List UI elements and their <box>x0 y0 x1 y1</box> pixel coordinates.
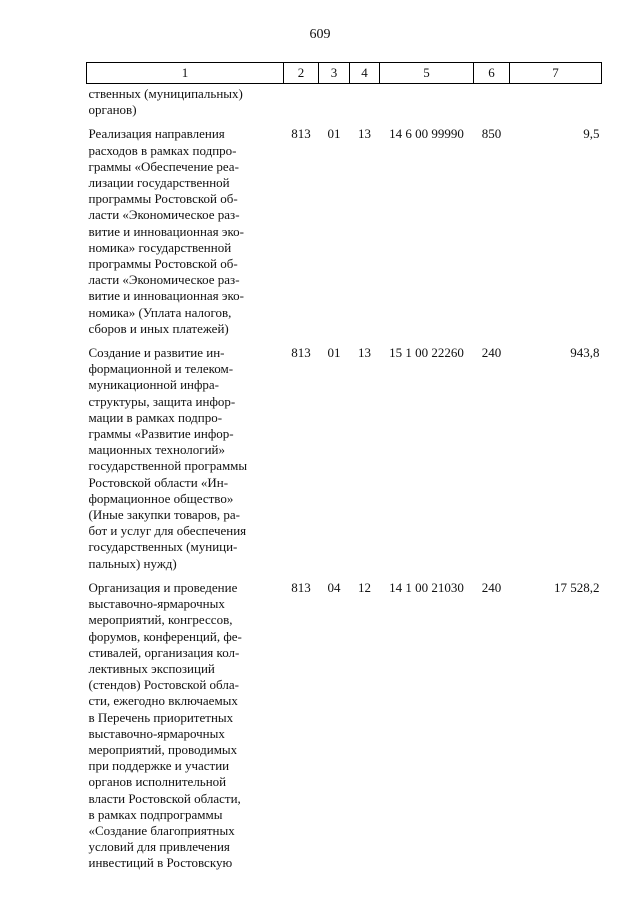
ministry-code: 813 <box>291 345 311 361</box>
description-line: мации в рамках подпро- <box>88 409 223 425</box>
header-col-4: 4 <box>350 63 380 84</box>
expense-type-code: 240 <box>481 345 502 361</box>
row-description <box>87 126 284 345</box>
table-row <box>87 126 602 345</box>
description-line: Реализация направления <box>88 126 225 142</box>
header-col-7: 7 <box>510 63 602 84</box>
amount: 9,5 <box>583 126 600 142</box>
header-col-1: 1 <box>87 63 284 84</box>
description-line: витие и инновационная эко- <box>88 288 244 304</box>
header-col-2: 2 <box>284 63 319 84</box>
description-line: граммы «Развитие инфор- <box>88 426 234 442</box>
table-row <box>87 84 602 127</box>
description-line: государственной программы <box>88 458 248 474</box>
description-line: ственных (муниципальных) <box>88 86 243 101</box>
description-line: ласти «Экономическое раз- <box>88 272 240 288</box>
description-line: мероприятий, проводимых <box>88 741 238 757</box>
description-line: граммы «Обеспечение реа- <box>88 158 239 174</box>
expense-type-code: 850 <box>481 126 502 142</box>
description-line: органов исполнительной <box>88 774 227 790</box>
ministry-code: 813 <box>291 579 311 595</box>
subsection-code: 13 <box>358 345 371 361</box>
description-line: форумов, конференций, фе- <box>88 628 242 644</box>
description-line: муникационной инфра- <box>88 377 220 393</box>
section-code: 04 <box>327 579 341 595</box>
description-line: номика» (Уплата налогов, <box>88 304 232 320</box>
description-line: номика» государственной <box>88 239 232 255</box>
header-col-3: 3 <box>319 63 350 84</box>
description-line: выставочно-ярмарочных <box>88 725 225 741</box>
description-line: лизации государственной <box>88 175 230 191</box>
description-line: сти, ежегодно включаемых <box>88 693 238 709</box>
description-line: (Иные закупки товаров, ра- <box>88 507 240 523</box>
target-article-code <box>380 84 474 127</box>
description-line: «Создание благоприятных <box>88 822 235 838</box>
description-line: мационных технологий» <box>88 442 226 458</box>
section-code: 01 <box>327 345 341 361</box>
description-line: (стендов) Ростовской обла- <box>88 677 239 693</box>
table-row <box>87 345 602 580</box>
row-description <box>87 580 284 880</box>
subsection-code: 12 <box>358 579 371 595</box>
description-line: мероприятий, конгрессов, <box>88 612 233 628</box>
header-col-5: 5 <box>380 63 474 84</box>
row-description <box>87 84 284 127</box>
description-line: структуры, защита инфор- <box>88 393 236 409</box>
description-line: Ростовской области «Ин- <box>88 474 229 490</box>
description-line: власти Ростовской области, <box>88 790 241 806</box>
subsection-code <box>350 84 380 127</box>
amount: 17 528,2 <box>554 579 600 595</box>
description-line: расходов в рамках подпро- <box>88 142 237 158</box>
description-line: сборов и иных платежей) <box>88 320 229 336</box>
description-line: стивалей, организация кол- <box>88 644 240 660</box>
description-line: Организация и проведение <box>88 579 238 595</box>
table-row <box>87 580 602 880</box>
description-line: государственных (муници- <box>88 539 238 555</box>
description-line: ласти «Экономическое раз- <box>88 207 240 223</box>
budget-table <box>86 62 602 880</box>
target-article-code: 14 6 00 99990 <box>389 126 464 142</box>
expense-type-code <box>474 84 510 127</box>
description-line: выставочно-ярмарочных <box>88 596 225 612</box>
description-line: пальных) нужд) <box>88 555 177 571</box>
description-line: в Перечень приоритетных <box>88 709 234 725</box>
header-col-6: 6 <box>474 63 510 84</box>
description-line: программы Ростовской об- <box>88 191 238 207</box>
description-line: лективных экспозиций <box>88 660 215 676</box>
description-line: инвестиций в Ростовскую <box>88 855 233 871</box>
amount: 943,8 <box>570 345 600 361</box>
ministry-code: 813 <box>291 126 311 142</box>
section-code: 01 <box>327 126 341 142</box>
ministry-code <box>284 84 319 127</box>
section-code <box>319 84 350 127</box>
page-number: 609 <box>309 27 331 42</box>
target-article-code: 14 1 00 21030 <box>389 579 464 595</box>
expense-type-code: 240 <box>481 579 502 595</box>
description-line: формационной и телеком- <box>88 361 234 377</box>
description-line: витие и инновационная эко- <box>88 223 244 239</box>
description-line: программы Ростовской об- <box>88 256 238 272</box>
target-article-code: 15 1 00 22260 <box>389 345 464 361</box>
table-header-row <box>87 63 602 84</box>
subsection-code: 13 <box>358 126 371 142</box>
description-line: органов) <box>88 102 137 118</box>
description-line: условий для привлечения <box>88 839 230 855</box>
amount <box>510 84 602 127</box>
description-line: в рамках подпрограммы <box>88 806 223 822</box>
description-line: Создание и развитие ин- <box>88 345 225 361</box>
description-line: бот и услуг для обеспечения <box>88 523 247 539</box>
description-line: формационное общество» <box>88 490 234 506</box>
description-line: при поддержке и участии <box>88 758 230 774</box>
row-description <box>87 345 284 580</box>
